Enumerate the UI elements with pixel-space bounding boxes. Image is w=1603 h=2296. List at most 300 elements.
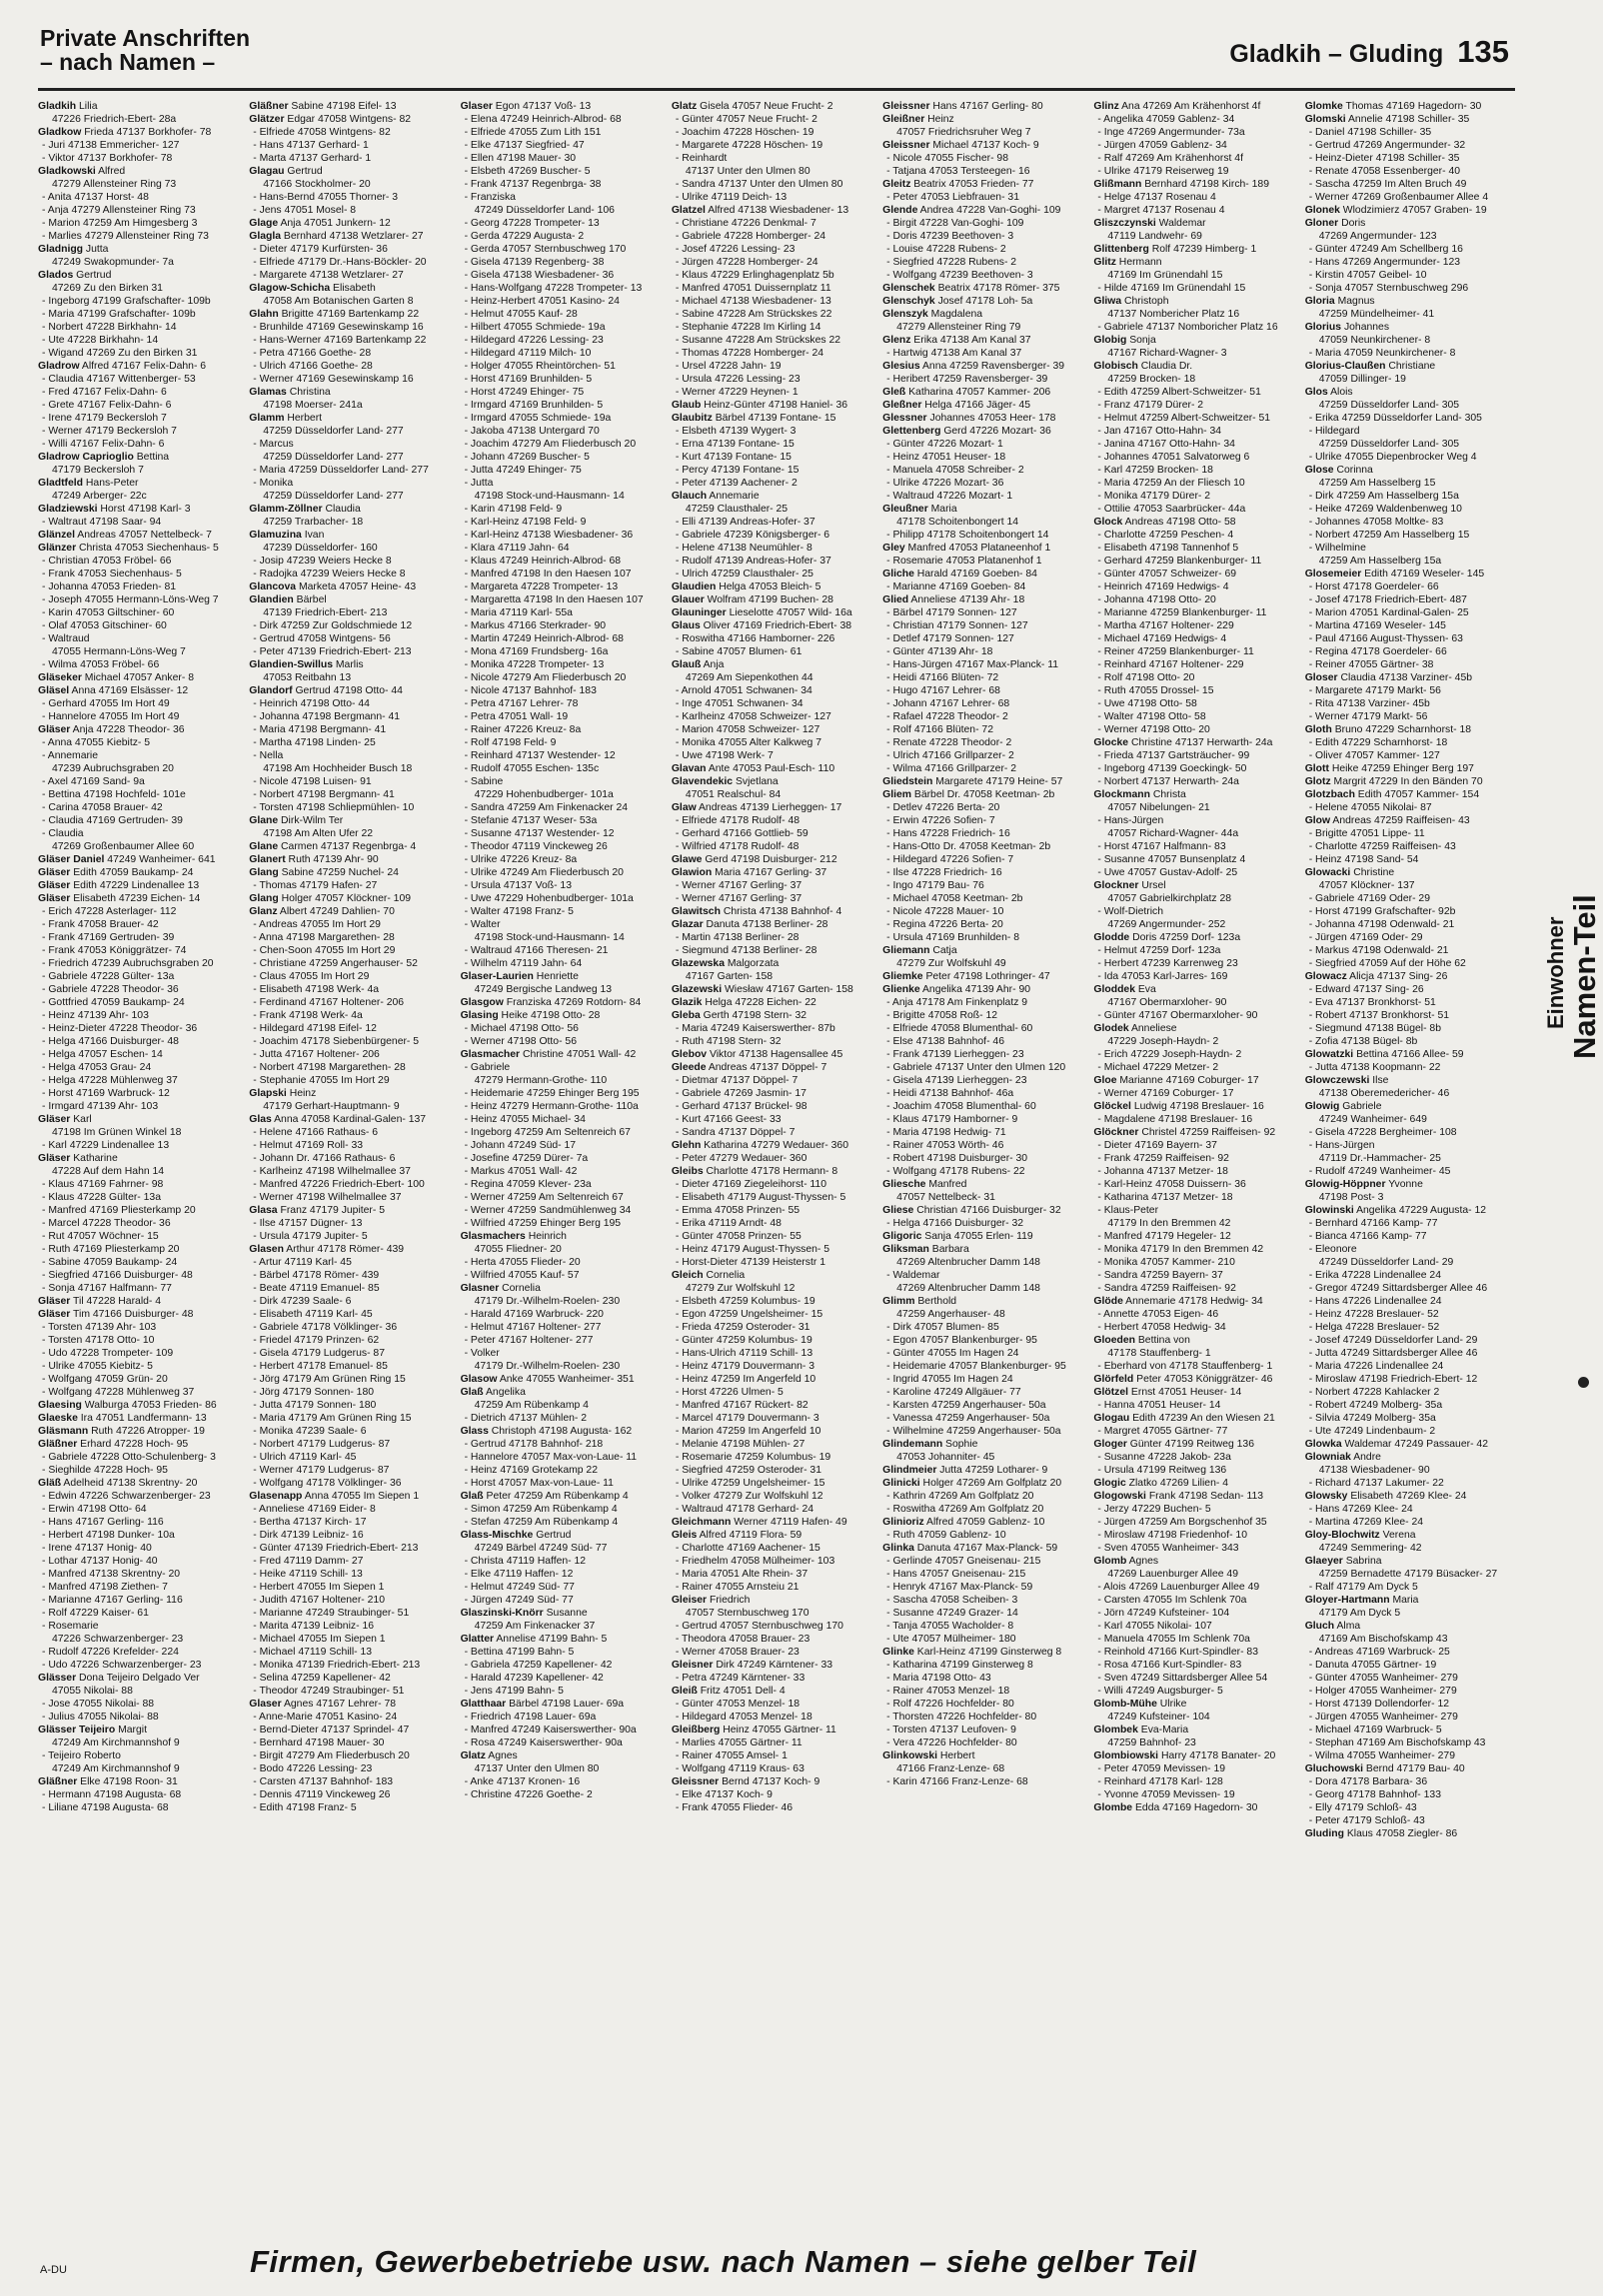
entry-detail: Elke 47198 Roon- 31 [77,1776,178,1787]
address-continuation: 47137 Nombericher Platz 16 [1107,309,1240,320]
family-member-line: - Gabriele 47178 Völklinger- 36 [253,1322,398,1333]
family-member-line: - Alois 47269 Lauenburger Allee 49 [1097,1582,1260,1593]
family-member-line: - Werner 47259 Sandmühlenweg 34 [464,1205,632,1216]
entry-detail: Christiane [1385,361,1436,372]
entry-detail: Cornelia [499,1283,541,1294]
family-member-line: - Wilhelm 47119 Jahn- 64 [464,958,583,969]
entry-line [1093,1698,1295,1711]
family-member-line: - Edwin 47226 Schwarzenberger- 23 [42,1491,211,1502]
entry-detail: Christine 47051 Wall- 42 [520,1049,637,1060]
family-member-line: - Joachim 47178 Siebenbürgener- 5 [253,1036,420,1047]
entry-detail: Bärbel Dr. 47058 Keetman- 2b [911,789,1055,800]
surname: Glonek [1304,205,1340,216]
family-member-line: - Erich 47229 Joseph-Haydn- 2 [1097,1049,1242,1060]
family-member-line: - Rolf 47226 Hochfelder- 80 [886,1699,1014,1710]
family-member-line: - Ilse 47157 Dügner- 13 [253,1218,363,1229]
surname: Glimm [882,1296,915,1307]
family-member-line: - Elke 47137 Koch- 9 [675,1789,773,1800]
family-member-line: - Claudia 47169 Gertruden- 39 [42,815,183,826]
family-member-line: - Wolf-Dietrich [1097,906,1164,917]
family-member-line: - Ute 47228 Birkhahn- 14 [42,335,159,346]
family-member-line: - Robert 47198 Duisburger- 30 [886,1153,1028,1164]
family-member-line: - Peter 47167 Holtener- 277 [464,1335,594,1346]
footer-note: Firmen, Gewerbebetriebe usw. nach Namen – siehe gelber Teil [250,2244,1197,2279]
entry-detail: Gerth 47198 Stern- 32 [700,1010,806,1021]
entry-line [249,282,451,295]
family-member-line: - Heinz-Herbert 47051 Kasino- 24 [464,296,620,307]
surname: Gloger [1093,1439,1127,1450]
family-member-line: - Werner 47179 Beckersloh 7 [42,426,177,437]
address-continuation: 47198 Am Hochheider Busch 18 [263,763,413,774]
entry-detail: Andreas 47198 Otto- 58 [1122,517,1236,528]
surname: Glasmacher [460,1049,521,1060]
family-member-line: - Georg 47178 Bahnhof- 133 [1308,1789,1441,1800]
surname: Glawion [671,867,713,878]
family-member-line: - Brigitte 47051 Lippe- 11 [1308,828,1425,839]
address-continuation: 47259 Trarbacher- 18 [263,517,364,528]
family-member-line: - Sonja 47057 Sternbuschweg 296 [1308,283,1469,294]
family-member-line: - Holger 47055 Wanheimer- 279 [1308,1686,1457,1697]
family-member-line: - Johanna 47198 Odenwald- 21 [1308,919,1455,930]
family-member-line: - Brunhilde 47169 Gesewinskamp 16 [253,322,424,333]
entry-detail: Gisela 47057 Neue Frucht- 2 [697,101,833,112]
family-member-line: - Elke 47137 Siegfried- 47 [464,140,585,151]
surname: Gläseker [38,672,82,683]
surname: Gläser [38,1309,71,1320]
family-member-line: - Daniel 47198 Schiller- 35 [1308,127,1432,138]
family-member-line: - Siegmund 47138 Bügel- 8b [1308,1023,1441,1034]
entry-line [882,282,1084,295]
family-member-line: - Lothar 47137 Honig- 40 [42,1556,158,1567]
surname: Glazewski [671,984,723,995]
surname: Glang [249,867,279,878]
family-member-line: - Julius 47055 Nikolai- 88 [42,1712,159,1722]
family-member-line: - Helga 47053 Grau- 24 [42,1062,152,1073]
family-member-line: - Chen-Soon 47055 Im Hort 29 [253,945,396,956]
surname: Glose [1304,465,1334,476]
family-member-line: - Birgit 47279 Am Fliederbusch 20 [253,1750,410,1761]
entry-detail: Annemarie 47178 Hedwig- 34 [1122,1296,1263,1307]
surname: Glötzel [1093,1387,1129,1398]
address-continuation: 47179 Dr.-Wilhelm-Roelen- 230 [474,1361,621,1372]
family-member-line: - Maria 47249 Kaiserswerther- 87b [675,1023,835,1034]
family-member-line: - Helmut 47167 Holtener- 277 [464,1322,602,1333]
family-member-line: - Manfred 47198 Ziethen- 7 [42,1582,168,1593]
family-member-line: - Sabine 47059 Baukamp- 24 [42,1257,178,1268]
surname: Glasa [249,1205,278,1216]
family-member-line: - Helmut 47249 Süd- 77 [464,1582,575,1593]
family-member-line: - Anne-Marie 47051 Kasino- 24 [253,1712,398,1722]
entry-detail: Günter 47199 Reitweg 136 [1126,1439,1254,1450]
entry-detail: Gertrud [73,270,112,281]
family-member-line: - Walter [464,919,501,930]
entry-detail: Andre [1350,1452,1381,1463]
family-member-line: - Josip 47239 Weiers Hecke 8 [253,556,392,567]
family-member-line: - Heinz-Dieter 47228 Theodor- 36 [42,1023,198,1034]
surname: Glapski [249,1088,287,1099]
family-member-line: - Gerhard 47137 Brückel- 98 [675,1101,807,1112]
entry-detail: Claudia [322,504,361,515]
family-member-line: - Markus 47166 Sterkrader- 90 [464,620,607,631]
entry-detail: Andreas 47139 Lierheggen- 17 [696,802,842,813]
family-member-line: - Hans 47269 Angermunder- 123 [1308,257,1461,268]
family-member-line: - Waltraud 47178 Gerhard- 24 [675,1504,814,1515]
family-member-line: - Petra 47249 Kärntener- 33 [675,1673,805,1684]
surname: Gläser [38,867,71,878]
entry-line [1305,1594,1507,1607]
family-member-line: - Selina 47259 Kapellener- 42 [253,1673,391,1684]
family-member-line: - Doris 47239 Beethoven- 3 [886,231,1014,242]
family-member-line: - Ralf 47269 Am Krähenhorst 4f [1097,153,1243,164]
family-member-line: - Marianne 47249 Straubinger- 51 [253,1608,410,1619]
family-member-line: - Karl-Heinz 47198 Feld- 9 [464,517,587,528]
surname: Glenszyk [882,309,928,320]
entry-line [1305,321,1507,334]
entry-line [461,1607,663,1620]
family-member-line: - Hugo 47167 Lehrer- 68 [886,685,1000,696]
entry-line [882,568,1084,580]
surname: Glauch [671,491,708,502]
address-continuation: 47279 Zur Wolfskuhl 12 [685,1283,796,1294]
surname: Glowig [1304,1101,1340,1112]
family-member-line: - Horst-Dieter 47139 Heisterstr 1 [675,1257,825,1268]
address-continuation: 47249 Am Kirchmannshof 9 [52,1763,180,1774]
family-member-line: - Helga 47166 Duisburger- 32 [886,1218,1024,1229]
entry-detail: Heinz 47055 Gärtner- 11 [720,1724,836,1735]
surname: Glass-Mischke [460,1530,534,1541]
address-continuation: 47198 Im Grünen Winkel 18 [52,1127,182,1138]
entry-line [672,1659,873,1672]
surname: Glowniak [1304,1452,1351,1463]
entry-detail: Edith 47059 Baukamp- 24 [70,867,194,878]
family-member-line: - Marion 47259 Im Angerfeld 10 [675,1426,821,1437]
surname: Gläser [38,1153,71,1164]
entry-line [1305,1438,1507,1451]
entry-detail: Viktor 47138 Hagensallee 45 [707,1049,843,1060]
surname: Gloser [1304,672,1338,683]
entry-line [1093,1477,1295,1490]
entry-detail: Annelie 47198 Schiller- 35 [1345,114,1470,125]
entry-detail: Anneliese [1128,1023,1177,1034]
family-member-line: - Martina 47169 Weseler- 145 [1308,620,1446,631]
family-member-line: - Katharina 47137 Metzer- 18 [1097,1192,1233,1203]
family-member-line: - Oliver 47057 Kammer- 127 [1308,750,1440,761]
address-continuation: 47249 Swakopmunder- 7a [52,257,174,268]
family-member-line: - Walter 47198 Franz- 5 [464,906,574,917]
family-member-line: - Sascha 47259 Im Alten Bruch 49 [1308,179,1467,190]
entry-detail: Anneliese 47139 Ahr- 18 [908,594,1025,605]
family-member-line: - Fred 47119 Damm- 27 [253,1556,364,1567]
surname: Glagau [249,166,285,177]
entry-line [672,1723,873,1736]
family-member-line: - Friedhelm 47058 Mülheimer- 103 [675,1556,835,1567]
entry-detail: Ana 47269 Am Krähenhorst 4f [1118,101,1261,112]
surname: Glaser [249,1699,282,1710]
address-continuation: 47055 Fliedner- 20 [474,1244,562,1255]
surname: Glaß [460,1491,484,1502]
family-member-line: - Theodor 47249 Straubinger- 51 [253,1686,405,1697]
section-heading [40,26,250,74]
family-member-line: - Gabriele 47137 Nomboricher Platz 16 [1097,322,1278,333]
family-member-line: - Ruth 47169 Pliesterkamp 20 [42,1244,180,1255]
family-member-line: - Gisela 47179 Ludgerus- 87 [253,1348,385,1359]
entry-line [461,996,663,1009]
entry-line [672,412,873,425]
name-range-title: Gladkih – Gluding [1229,40,1444,68]
entry-line [672,866,873,879]
family-member-line: - Sandra 47259 Raiffeisen- 92 [1097,1283,1236,1294]
surname: Gladziewski [38,504,98,515]
family-member-line: - Josefine 47259 Dürer- 7a [464,1153,589,1164]
family-member-line: - Siegfried 47228 Rubens- 2 [886,257,1017,268]
family-member-line: - Gertrud 47178 Bahnhof- 218 [464,1439,604,1450]
entry-detail: Waldemar [1155,218,1206,229]
surname: Gläser [38,893,71,904]
listing-column [882,100,1084,2223]
family-member-line: - Nicole 47228 Mauer- 10 [886,906,1004,917]
entry-line [882,503,1084,516]
entry-detail: Margarete 47179 Heine- 57 [932,776,1063,787]
surname: Globig [1093,335,1127,346]
entry-line [882,139,1084,152]
family-member-line: - Frieda 47259 Osteroder- 31 [675,1322,810,1333]
address-continuation: 47053 Johanniter- 45 [896,1452,995,1463]
surname: Glodek [1093,1023,1129,1034]
family-member-line: - Andreas 47055 Im Hort 29 [253,919,381,930]
family-member-line: - Bertha 47137 Kirch- 17 [253,1517,367,1528]
entry-detail: Maria [1389,1595,1419,1606]
family-member-line: - Michael 47138 Wiesbadener- 13 [675,296,831,307]
entry-detail: Franziska 47269 Rotdorn- 84 [503,997,642,1008]
family-member-line: - Janina 47167 Otto-Hahn- 34 [1097,439,1235,450]
entry-line [672,905,873,918]
family-member-line: - Erwin 47198 Otto- 64 [42,1504,147,1515]
listing-column [1093,100,1295,2223]
entry-detail: Bruno 47229 Scharnhorst- 18 [1331,724,1472,735]
family-member-line: - Helmut 47259 Albert-Schweitzer- 51 [1097,413,1271,424]
family-member-line: - Helmut 47259 Dorf- 123a [1097,945,1221,956]
family-member-line: - Günter 47057 Neue Frucht- 2 [675,114,817,125]
surname: Glinicki [882,1478,920,1489]
entry-detail: Harry 47178 Banater- 20 [1158,1750,1276,1761]
family-member-line: - Gerhard 47259 Blankenburger- 11 [1097,556,1262,567]
entry-line [672,1775,873,1788]
entry-detail: Harald 47169 Goeben- 84 [913,569,1037,579]
entry-line [249,814,451,827]
family-member-line: - Heinz 47169 Grotekamp 22 [464,1465,598,1476]
entry-line [672,996,873,1009]
family-member-line: - Rolf 47198 Otto- 20 [1097,672,1195,683]
family-member-line: - Martha 47167 Holtener- 229 [1097,620,1234,631]
family-member-line: - Rut 47057 Wöchner- 15 [42,1231,159,1242]
family-member-line: - Manfred 47169 Pliesterkamp 20 [42,1205,196,1216]
surname: Gleich [671,1270,704,1281]
address-continuation: 47269 Altenbrucher Damm 148 [896,1257,1040,1268]
address-continuation: 47259 Clausthaler- 25 [685,504,789,515]
family-member-line: - Claus 47055 Im Hort 29 [253,971,370,982]
entry-line [672,1685,873,1698]
entry-line [461,1048,663,1061]
entry-detail: Alois [1327,387,1353,398]
entry-line [1093,1022,1295,1035]
family-member-line: - Maria 47226 Lindenallee 24 [1308,1361,1444,1372]
family-member-line: - Karin 47053 Giltschiner- 60 [42,607,175,618]
family-member-line: - Manfred 47226 Friedrich-Ebert- 100 [253,1179,425,1190]
family-member-line: - Torsten 47178 Otto- 10 [42,1335,155,1346]
entry-line [1093,100,1295,113]
entry-detail: Ante 47053 Paul-Esch- 110 [706,763,835,774]
address-continuation: 47053 Reitbahn 13 [263,672,352,683]
entry-line [38,477,240,490]
family-member-line: - Dennis 47119 Vinckeweg 26 [253,1789,391,1800]
entry-line [1305,1451,1507,1464]
family-member-line: - Sabine 47228 Am Strückskes 22 [675,309,832,320]
family-member-line: - Regina 47226 Berta- 20 [886,919,1003,930]
family-member-line: - Werner 47229 Heynen- 1 [675,387,799,398]
surname: Gleißberg [671,1724,721,1735]
entry-detail: Ernst 47051 Heuser- 14 [1128,1387,1242,1398]
entry-detail: Bettina von [1134,1335,1190,1346]
entry-detail: Alfred 47119 Flora- 59 [697,1530,802,1541]
entry-detail: Doris 47259 Dorf- 123a [1129,932,1241,943]
surname: Glosemeier [1304,569,1362,579]
surname: Glancova [249,581,297,592]
address-continuation: 47057 Richard-Wagner- 44a [1107,828,1239,839]
family-member-line: - Martha 47198 Linden- 25 [253,737,376,748]
surname: Glaub [671,400,702,411]
family-member-line: - Hannelore 47055 Im Hort 49 [42,711,180,722]
entry-line [882,113,1084,126]
entry-line [38,1399,240,1412]
address-continuation: 47249 Wanheimer- 649 [1318,1114,1427,1125]
address-continuation: 47259 Düsseldorfer Land- 305 [1318,439,1460,450]
entry-detail: Agnes 47167 Lehrer- 78 [281,1699,397,1710]
family-member-line: - Herbert 47178 Emanuel- 85 [253,1361,388,1372]
family-member-line: - Elisabeth 47179 August-Thyssen- 5 [675,1192,846,1203]
surname: Glotzbach [1304,789,1355,800]
address-continuation: 47259 Mündelheimer- 41 [1318,309,1435,320]
entry-detail: Edgar 47058 Wintgens- 82 [284,114,412,125]
family-member-line: - Eva 47137 Bronkhorst- 51 [1308,997,1436,1008]
entry-line [461,1698,663,1711]
family-member-line: - Elsbeth 47259 Kolumbus- 19 [675,1296,815,1307]
family-member-line: - Jörg 47179 Am Grünen Ring 15 [253,1374,406,1385]
family-member-line: - Margareta 47228 Trompeter- 13 [464,581,619,592]
family-member-line: - Claudia [42,828,84,839]
family-member-line: - Johann 47249 Süd- 17 [464,1140,577,1151]
family-member-line: - Rafael 47228 Theodor- 2 [886,711,1008,722]
entry-detail: Heike 47198 Otto- 28 [498,1010,601,1021]
entry-detail: Eva-Maria [1137,1724,1189,1735]
surname: Glogowski [1093,1491,1146,1502]
family-member-line: - Marlies 47055 Gärtner- 11 [675,1737,802,1748]
entry-detail: Sabine 47198 Eifel- 13 [288,101,397,112]
family-member-line: - Holger 47055 Rheintörchen- 51 [464,361,616,372]
surname: Gluchowski [1304,1763,1364,1774]
family-member-line: - Waltraud [42,633,90,644]
surname: Gleßner [882,400,922,411]
address-continuation: 47059 Dillinger- 19 [1318,374,1406,385]
family-member-line: - Harald 47239 Kapellener- 42 [464,1673,604,1684]
family-member-line: - Ulrich 47166 Grillparzer- 2 [886,750,1014,761]
entry-line [1093,516,1295,529]
family-member-line: - Ruth 47059 Gablenz- 10 [886,1530,1006,1541]
entry-line [1093,1490,1295,1503]
family-member-line: - Elli 47139 Andreas-Hofer- 37 [675,517,815,528]
surname: Glowig-Höppner [1304,1179,1386,1190]
entry-detail: Katharine [70,1153,118,1164]
surname: Glaszinski-Knörr [460,1608,544,1619]
family-member-line: - Radojka 47239 Weiers Hecke 8 [253,569,406,579]
family-member-line: - Martin 47138 Berliner- 28 [675,932,800,943]
entry-detail: Michael 47137 Koch- 9 [929,140,1039,151]
family-member-line: - Horst 47249 Ehinger- 75 [464,387,585,398]
entry-detail: Adelheid 47138 Skrentny- 20 [61,1478,198,1489]
entry-detail: Karl-Heinz 47199 Ginsterweg 8 [913,1647,1062,1658]
entry-detail: Christa [1150,789,1186,800]
surname: Gluding [1304,1828,1344,1839]
entry-detail: Marlis [333,659,364,670]
family-member-line: - Maria 47259 Düsseldorfer Land- 277 [253,465,429,476]
surname: Glorius [1304,322,1342,333]
family-member-line: - Maria 47259 An der Fliesch 10 [1097,478,1245,489]
address-continuation: 47057 Nibelungen- 21 [1107,802,1210,813]
page-header-range [1229,34,1509,70]
entry-line [882,593,1084,606]
family-member-line: - Frank 47198 Werk- 4a [253,1010,363,1021]
family-member-line: - Günter 47139 Ahr- 18 [886,646,993,657]
family-member-line: - Maria 47119 Karl- 55a [464,607,573,618]
family-member-line: - Johannes 47058 Moltke- 83 [1308,517,1444,528]
family-member-line: - Silvia 47249 Molberg- 35a [1308,1413,1436,1424]
entry-detail: Andreas 47259 Raiffeisen- 43 [1330,815,1470,826]
entry-line [1305,1620,1507,1633]
address-continuation: 47058 Am Botanischen Garten 8 [263,296,414,307]
surname: Glaeske [38,1413,78,1424]
entry-detail: Sabine 47259 Nuchel- 24 [278,867,399,878]
family-member-line: - Jörn 47249 Kufsteiner- 104 [1097,1608,1230,1619]
family-member-line: - Edith 47259 Albert-Schweitzer- 51 [1097,387,1261,398]
entry-detail: Edda 47169 Hagedorn- 30 [1132,1802,1258,1813]
surname: Glavendekic [671,776,734,787]
entry-detail: Angelika 47139 Ahr- 90 [919,984,1031,995]
entry-line [882,944,1084,957]
family-member-line: - Heidemarie 47259 Ehinger Berg 195 [464,1088,640,1099]
family-member-line: - Karoline 47249 Allgäuer- 77 [886,1387,1021,1398]
family-member-line: - Sabine 47057 Blumen- 61 [675,646,802,657]
surname: Gleibs [671,1166,704,1177]
entry-line [1093,1386,1295,1399]
family-member-line: - Maria 47051 Alte Rhein- 37 [675,1569,808,1580]
entry-line [1093,256,1295,269]
surname: Glandien-Swillus [249,659,333,670]
family-member-line: - Heinz 47198 Sand- 54 [1308,854,1419,865]
address-continuation: 47179 Am Dyck 5 [1318,1608,1401,1619]
family-member-line: - Margret 47137 Rosenau 4 [1097,205,1225,216]
family-member-line: - Viktor 47137 Borkhofer- 78 [42,153,173,164]
entry-detail: Bernhard 47138 Wetzlarer- 27 [281,231,424,242]
family-member-line: - Monika 47228 Trompeter- 13 [464,659,605,670]
family-member-line: - Bärbel 47178 Römer- 439 [253,1270,380,1281]
surname: Gleissner [882,101,930,112]
surname: Gleissner [671,1776,720,1787]
family-member-line: - Gabriele 47228 Theodor- 36 [42,984,179,995]
entry-line [38,684,240,697]
family-member-line: - Anke 47137 Kronen- 16 [464,1776,581,1787]
family-member-line: - Manfred 47249 Kaiserswerther- 90a [464,1724,637,1735]
family-member-line: - Maria 47198 Otto- 43 [886,1673,991,1684]
address-continuation: 47279 Hermann-Grothe- 110 [474,1075,608,1086]
